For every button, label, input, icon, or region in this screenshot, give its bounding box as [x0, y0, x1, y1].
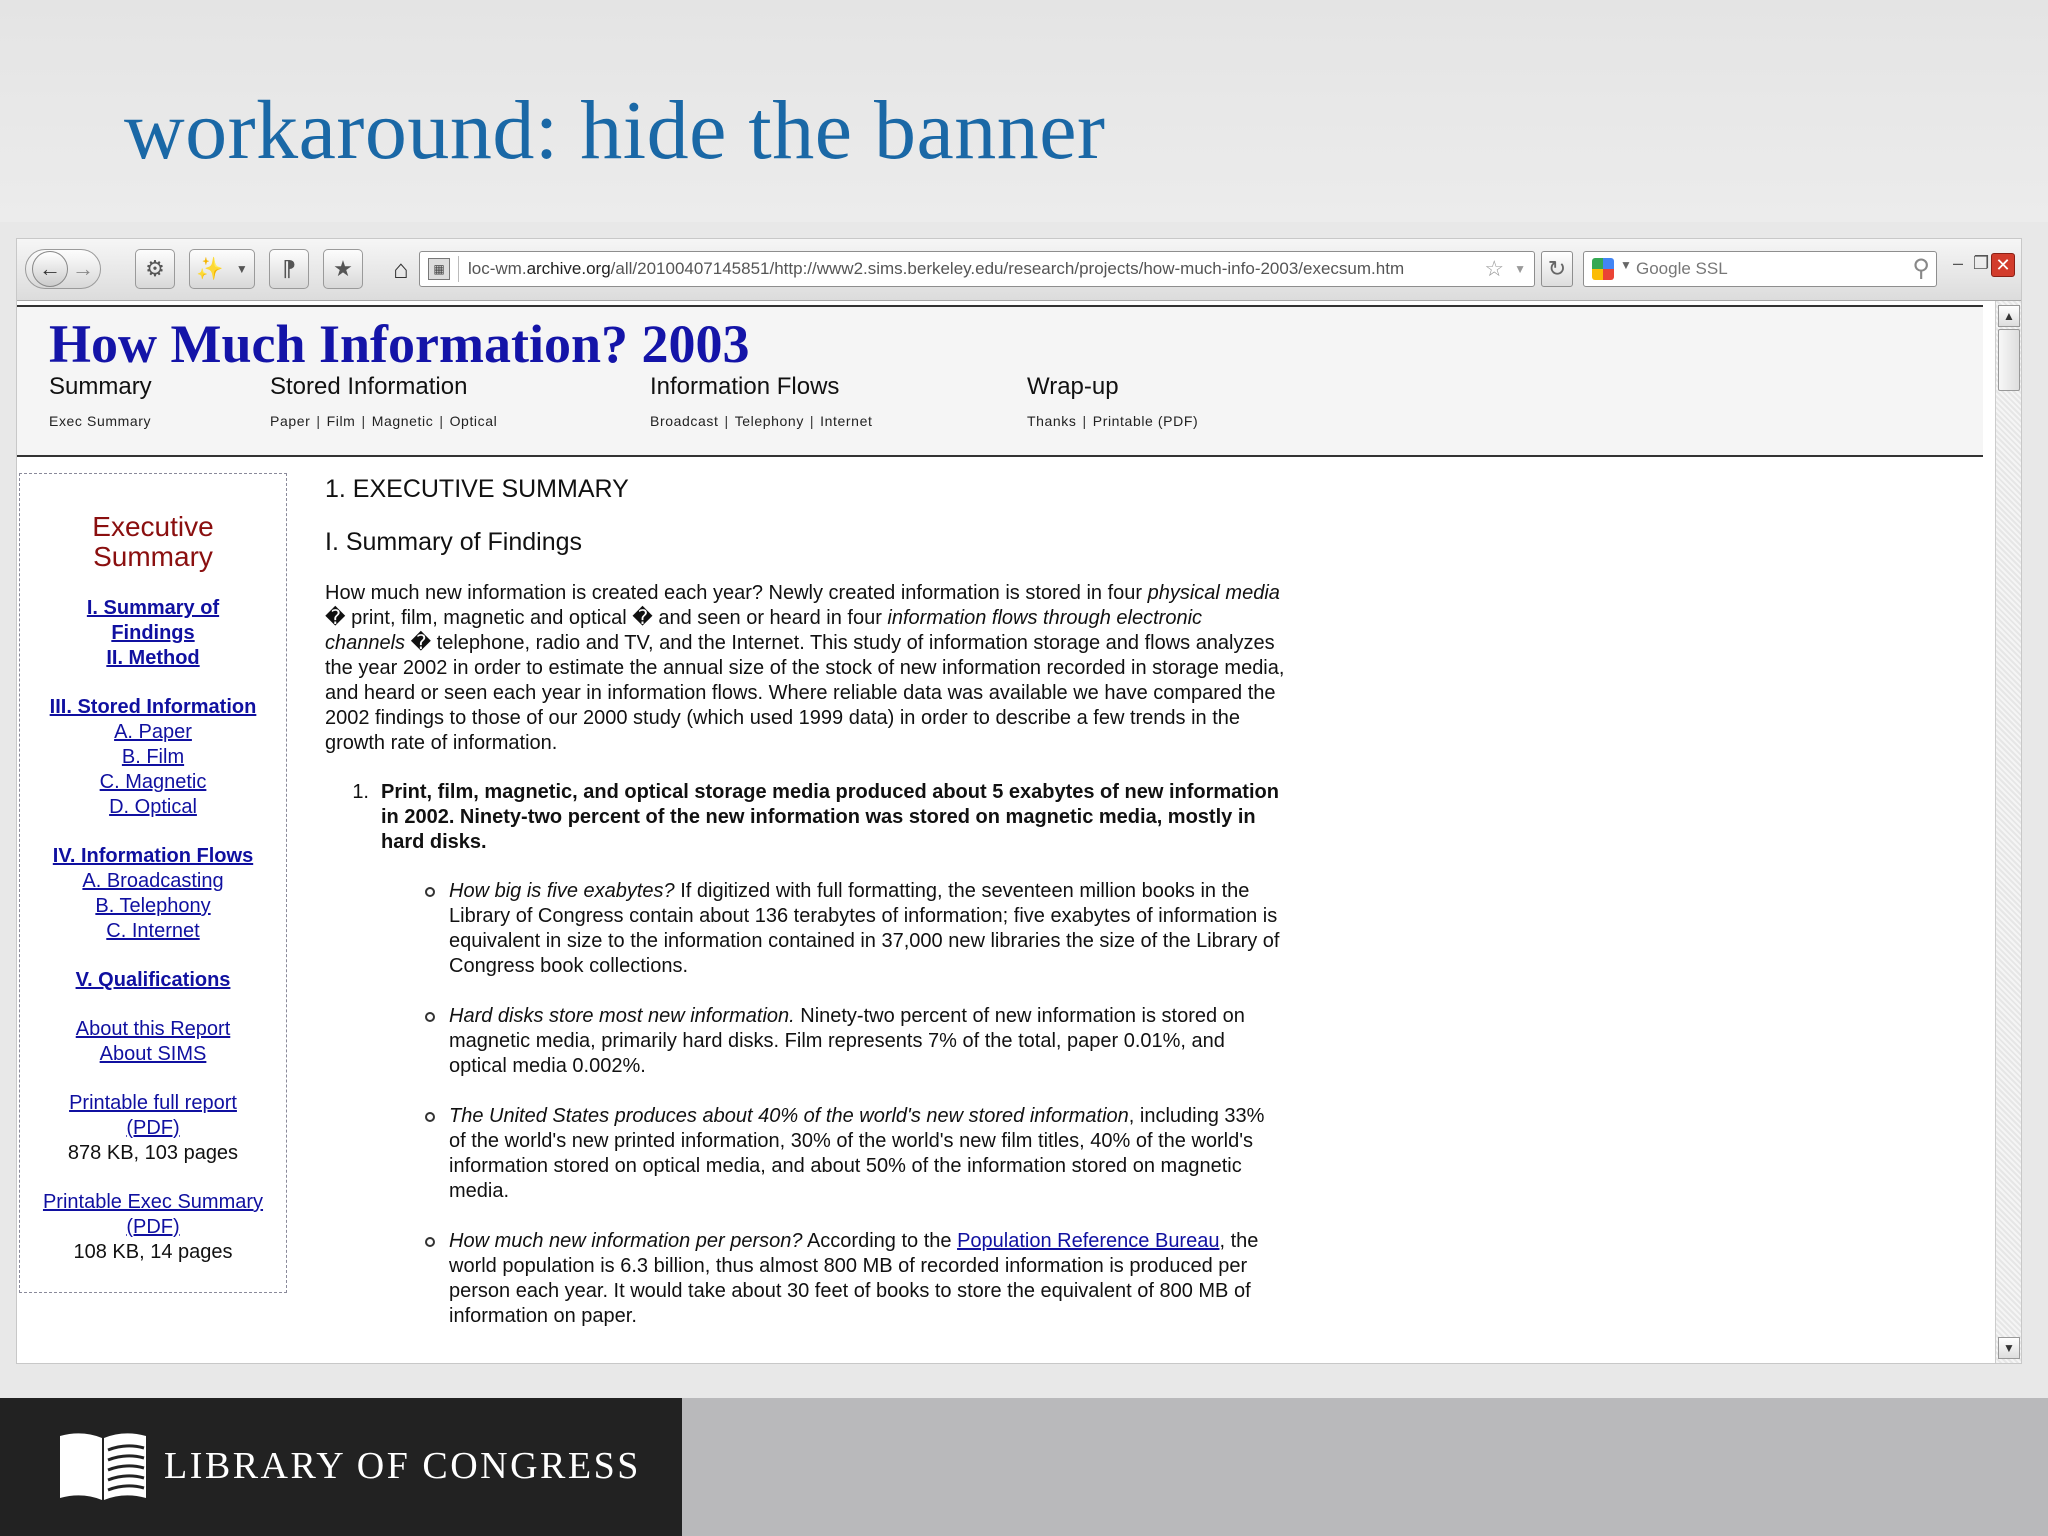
intro-paragraph: How much new information is created each year? Newly created information is stored in four physical media � print, film, magnetic and optical � and seen or heard in four information flows through electronic channels � telephone, radio and TV, and the Internet. This study of information storage and flows analyzes the year 2002 in order to estimate the annual size of the stock of new information recorded in storage media, and heard or seen each year in information flows. Where reliable data was available we have compared the 2002 findings to those of our 2000 study (which used 1999 data) in order to describe a few trends in the growth rate of information.	[325, 582, 1285, 754]
bullet-item: The United States produces about 40% of the world's new stored information, including 33% of the world's new printed information, 30% of the world's new film titles, 40% of the world's information stored on optical media, and about 50% of the information stored on magnetic media.	[425, 1104, 1285, 1204]
search-input[interactable]: Google SSL	[1636, 259, 1728, 278]
nav-link-paper[interactable]: Paper	[270, 413, 311, 429]
forward-icon[interactable]: →	[72, 256, 94, 281]
nav-summary	[49, 373, 152, 429]
url-text[interactable]: loc-wm.archive.org/all/20100407145851/http://www2.sims.berkeley.edu/research/projects/how-much-info-2003/execsum.htm	[468, 259, 1405, 278]
close-icon[interactable]: ✕	[1991, 253, 2015, 277]
nav-link-internet[interactable]: Internet	[820, 413, 873, 429]
url-bar[interactable]	[419, 251, 1535, 287]
sidebar-link-internet[interactable]: C. Internet	[106, 920, 200, 942]
minimize-icon[interactable]: –	[1953, 253, 1964, 273]
back-icon[interactable]: ←	[32, 251, 68, 287]
nav-link-printable[interactable]: Printable (PDF)	[1092, 413, 1199, 429]
url-bar-icons	[1484, 256, 1526, 282]
rss-icon[interactable]: ⁋	[269, 249, 309, 289]
nav-stored: Stored Information Paper | Film | Magnetic | Optical	[270, 373, 498, 429]
sidebar-link-full-report[interactable]: Printable full report	[69, 1092, 237, 1114]
browser-window	[16, 238, 2022, 1364]
footer-org-name: LIBRARY OF CONGRESS	[164, 1445, 641, 1487]
bullet-item: How big is five exabytes? If digitized with full formatting, the seventeen million books in the Library of Congress contain about 136 terabytes of information; five exabytes of information is equivalent in size to the information contained in 37,000 new libraries the size of the Library of Congress book collections.	[425, 879, 1285, 979]
nav-head-summary[interactable]: Summary	[49, 373, 152, 400]
search-bar[interactable]	[1583, 251, 1937, 287]
scroll-down-icon[interactable]: ▼	[1998, 1337, 2020, 1359]
magnifier-icon[interactable]: ⚲	[1912, 255, 1930, 282]
nav-link-broadcast[interactable]: Broadcast	[650, 413, 719, 429]
nav-head-wrapup[interactable]: Wrap-up	[1027, 373, 1119, 400]
footer-brand	[0, 1398, 682, 1536]
engine-dropdown-icon[interactable]: ▼	[1620, 258, 1632, 272]
full-report-size: 878 KB, 103 pages	[67, 1142, 239, 1164]
site-title: How Much Information? 2003	[49, 314, 750, 374]
tools-icon: ✨	[196, 256, 224, 281]
site-icon: ▦	[428, 258, 450, 280]
nav-link-exec-summary[interactable]: Exec Summary	[49, 413, 152, 429]
nav-flows: Information Flows Broadcast | Telephony | Internet	[650, 373, 873, 429]
reload-icon[interactable]: ↻	[1541, 251, 1573, 287]
bullet-icon	[425, 887, 435, 897]
sidebar-link-film[interactable]: B. Film	[121, 746, 185, 768]
library-of-congress-logo	[58, 1430, 148, 1504]
sidebar-title: Executive Summary	[92, 511, 214, 572]
nav-link-telephony[interactable]: Telephony	[734, 413, 804, 429]
sidebar-link-stored[interactable]: III. Stored Information	[49, 696, 257, 718]
dropdown-icon: ▼	[235, 262, 248, 276]
sidebar-link-method[interactable]: II. Method	[106, 647, 200, 669]
sidebar-link-full-pdf[interactable]: (PDF)	[126, 1117, 180, 1139]
finding-item: 1. Print, film, magnetic, and optical storage media produced about 5 exabytes of new information in 2002. Ninety-two percent of the new information was stored on magnetic media, mostly in hard disks.	[352, 781, 1279, 853]
sidebar-link-flows[interactable]: IV. Information Flows	[52, 845, 254, 867]
scroll-up-icon[interactable]: ▲	[1998, 305, 2020, 327]
url-separator	[458, 256, 459, 282]
slide-title: workaround: hide the banner	[124, 84, 1106, 177]
sidebar-link-telephony[interactable]: B. Telephony	[95, 895, 211, 917]
bullet-item: How much new information per person? According to the Population Reference Bureau, the world population is 6.3 billion, thus almost 800 MB of recorded information is produced per person each year. It would take about 30 feet of books to store the equivalent of 800 MB of information on paper.	[425, 1229, 1285, 1329]
bookmark-icon[interactable]: ★	[323, 249, 363, 289]
nav-link-optical[interactable]: Optical	[449, 413, 498, 429]
nav-link-magnetic[interactable]: Magnetic	[371, 413, 434, 429]
footer-bar	[682, 1398, 2048, 1536]
restore-icon[interactable]: ❐	[1973, 253, 1990, 273]
back-forward-group	[25, 249, 101, 289]
bullet-icon	[425, 1112, 435, 1122]
main-content	[325, 477, 1285, 1354]
slide-header	[0, 0, 2048, 222]
nav-head-stored[interactable]: Stored Information	[270, 373, 468, 400]
sidebar-link-optical[interactable]: D. Optical	[109, 796, 197, 818]
finding-bullets	[425, 879, 1285, 1329]
nav-wrapup: Wrap-up Thanks | Printable (PDF)	[1027, 373, 1199, 429]
bullet-icon	[425, 1237, 435, 1247]
sidebar-link-findings[interactable]: I. Summary of Findings	[86, 597, 220, 644]
vertical-scrollbar[interactable]	[1995, 301, 2022, 1364]
star-icon[interactable]: ☆	[1484, 256, 1505, 281]
subsection-heading: I. Summary of Findings	[325, 528, 583, 556]
sidebar	[19, 473, 287, 1293]
bullet-icon	[425, 1012, 435, 1022]
link-population-bureau[interactable]: Population Reference Bureau	[957, 1230, 1220, 1252]
nav-link-thanks[interactable]: Thanks	[1027, 413, 1077, 429]
scroll-thumb[interactable]	[1998, 329, 2020, 391]
sidebar-link-about-report[interactable]: About this Report	[75, 1018, 231, 1040]
nav-link-film[interactable]: Film	[326, 413, 356, 429]
bullet-item: Hard disks store most new information. Ninety-two percent of new information is stored on magnetic media, primarily hard disks. Film represents 7% of the total, paper 0.01%, and optical media 0.002%.	[425, 1004, 1285, 1079]
header-rule	[17, 455, 1983, 457]
url-dropdown-icon[interactable]: ▼	[1514, 262, 1526, 276]
site-header	[17, 307, 1983, 455]
browser-toolbar	[17, 239, 2022, 301]
nav-head-flows[interactable]: Information Flows	[650, 373, 840, 400]
sidebar-link-exec-summary[interactable]: Printable Exec Summary	[42, 1191, 264, 1213]
sidebar-link-about-sims[interactable]: About SIMS	[99, 1043, 207, 1065]
sidebar-link-paper[interactable]: A. Paper	[114, 721, 192, 743]
sidebar-link-magnetic[interactable]: C. Magnetic	[99, 771, 207, 793]
home-icon[interactable]: ⌂	[393, 253, 409, 284]
section-heading: 1. EXECUTIVE SUMMARY	[325, 475, 629, 503]
google-icon[interactable]	[1592, 258, 1614, 280]
web-page	[17, 301, 1995, 1364]
exec-summary-size: 108 KB, 14 pages	[73, 1241, 233, 1263]
sidebar-link-qualifications[interactable]: V. Qualifications	[75, 969, 231, 991]
settings-icon[interactable]: ⚙	[135, 249, 175, 289]
sidebar-link-exec-pdf[interactable]: (PDF)	[126, 1216, 180, 1238]
tools-button[interactable]	[189, 249, 255, 289]
sidebar-link-broadcasting[interactable]: A. Broadcasting	[82, 870, 224, 892]
